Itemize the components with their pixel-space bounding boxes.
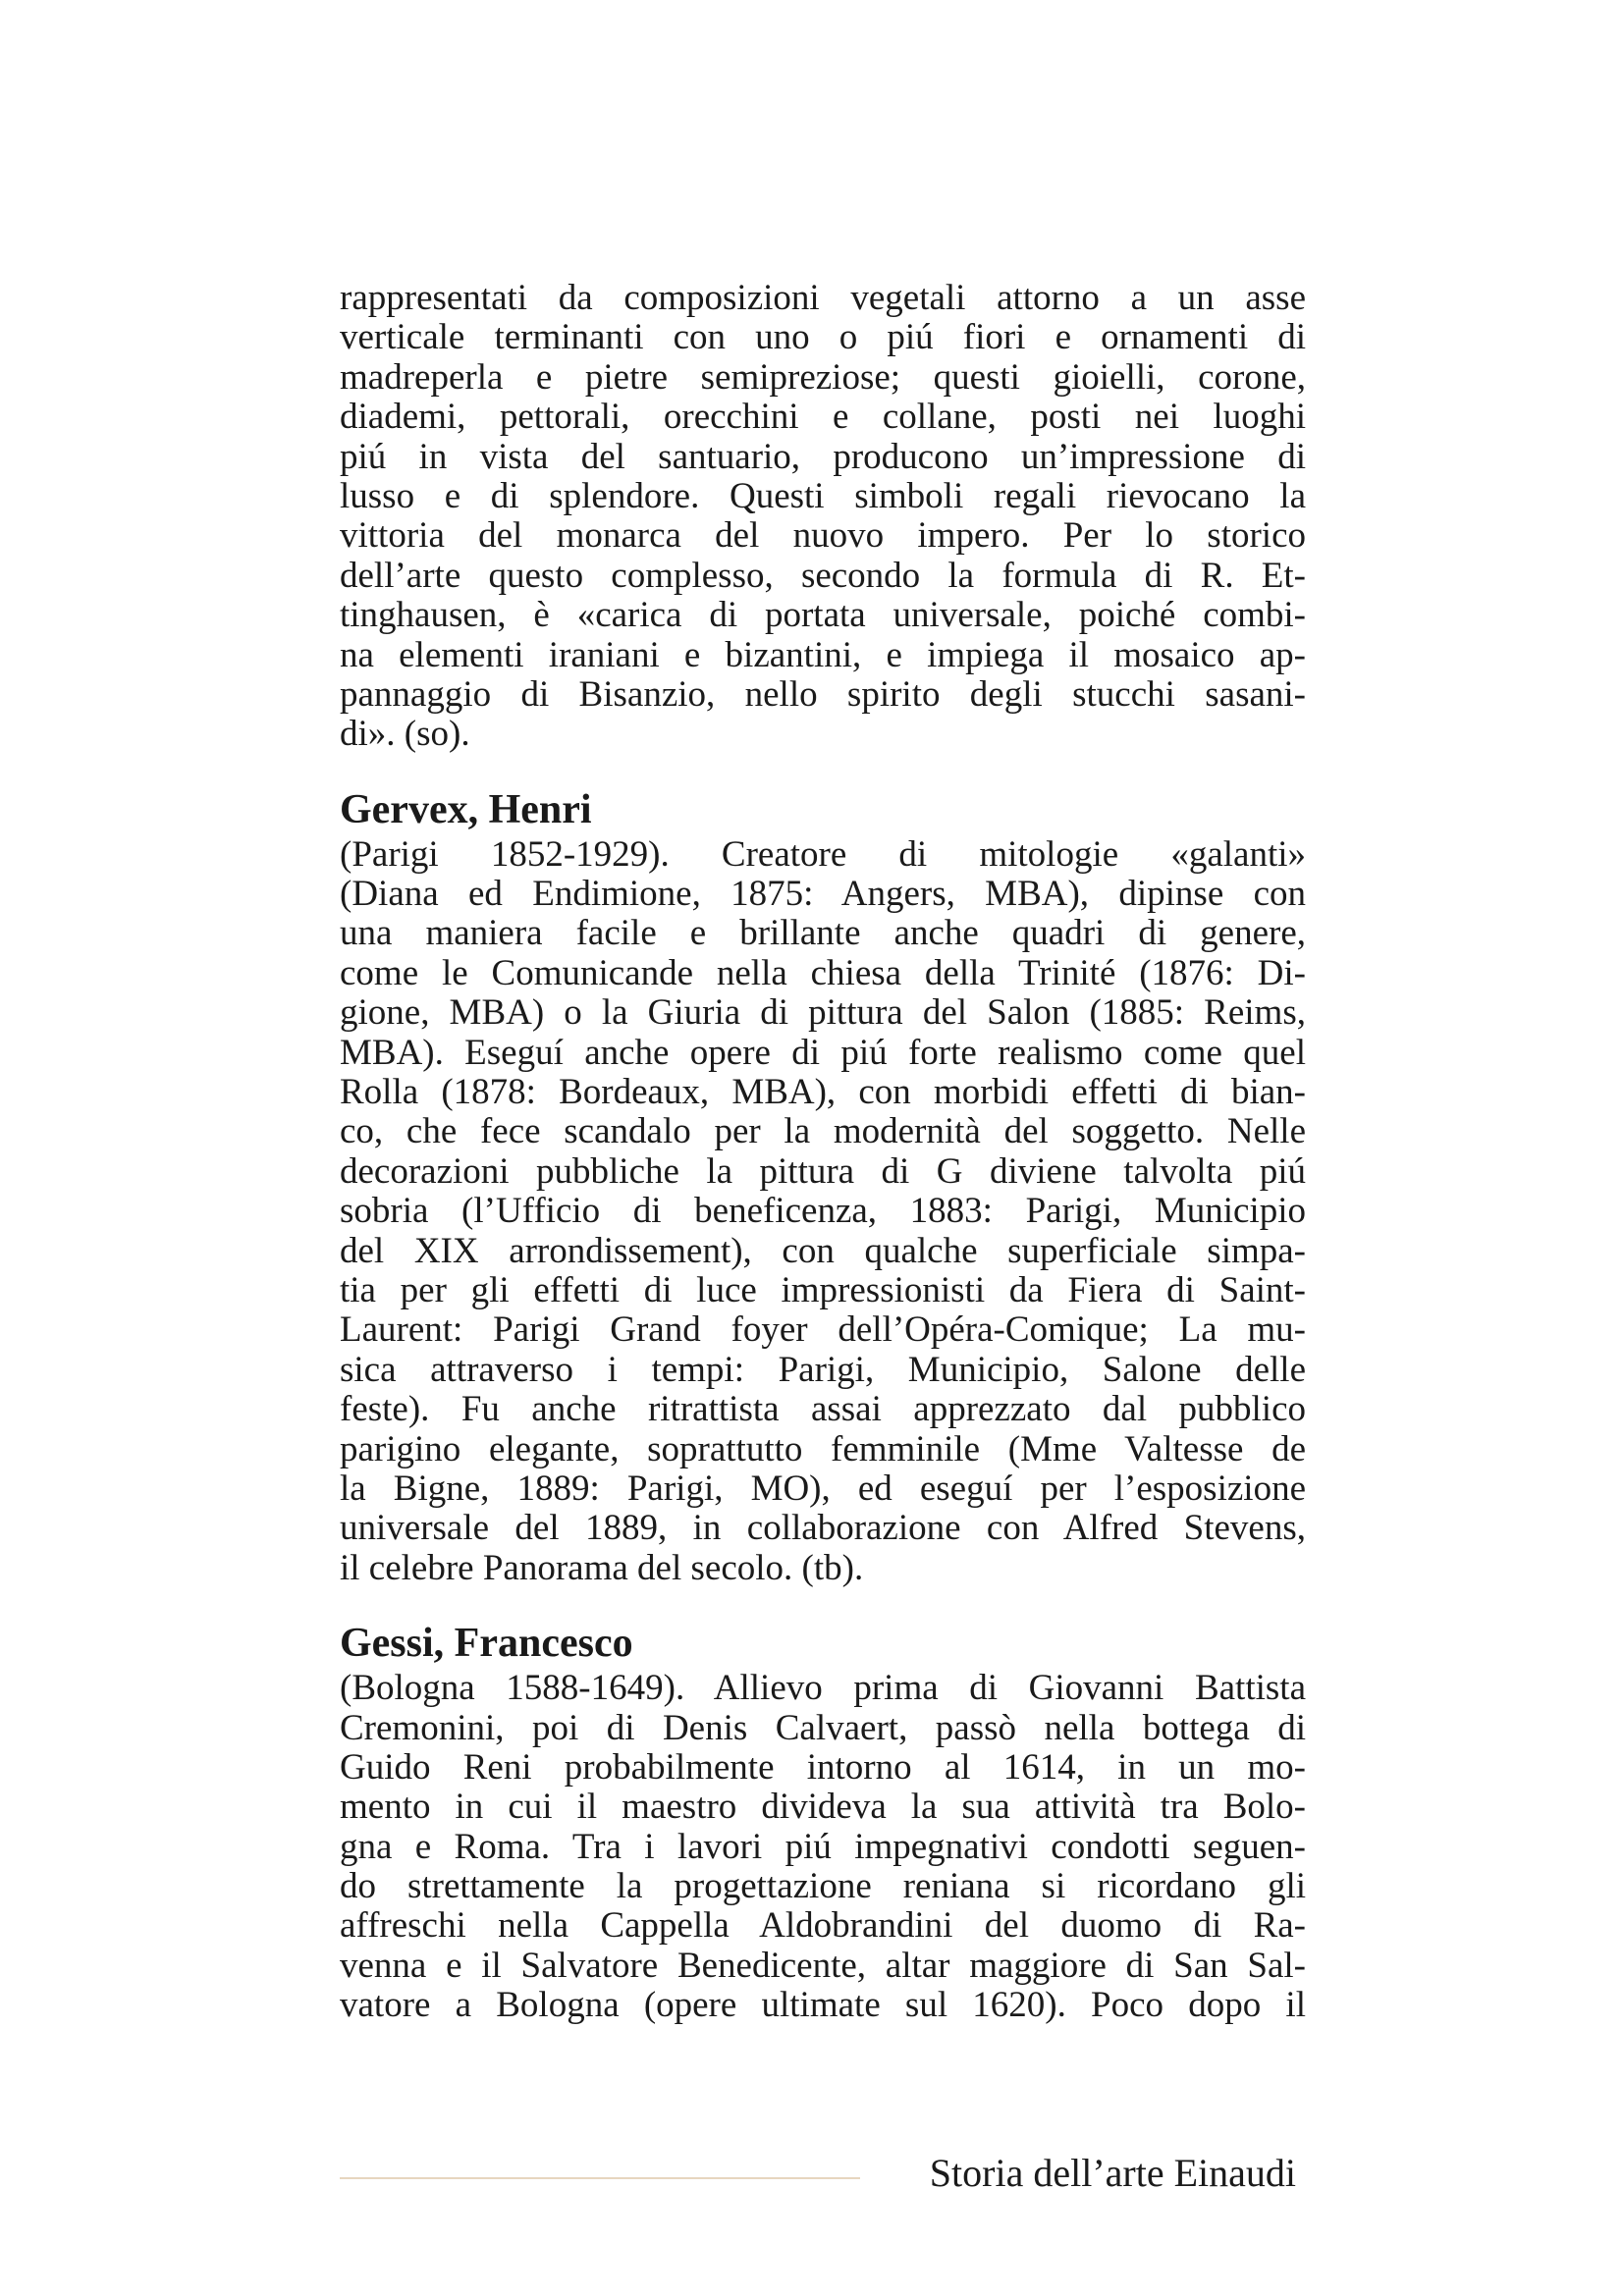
text-line: gione, MBA) o la Giuria di pittura del Salon (1885: Reims, bbox=[340, 992, 1306, 1034]
text-line: verticale terminanti con uno o piú fiori e ornamenti di bbox=[340, 317, 1306, 358]
entry-gervex bbox=[340, 784, 1306, 1588]
text-line: come le Comunicande nella chiesa della Trinité (1876: Di- bbox=[340, 952, 1306, 993]
text-line: il celebre Panorama del secolo. (tb). bbox=[340, 1547, 864, 1588]
text-line: madreperla e pietre semipreziose; questi gioielli, corone, bbox=[340, 356, 1306, 398]
text-line: piú in vista del santuario, producono un’impressione di bbox=[340, 436, 1306, 477]
text-line: Rolla (1878: Bordeaux, MBA), con morbidi effetti di bian- bbox=[340, 1072, 1306, 1113]
text-line: Guido Reni probabilmente intorno al 1614, in un mo- bbox=[340, 1746, 1306, 1788]
text-line: la Bigne, 1889: Parigi, MO), ed eseguí per l’esposizione bbox=[340, 1468, 1306, 1509]
text-line: del XIX arrondissement), con qualche superficiale simpa- bbox=[340, 1230, 1306, 1271]
text-line: di». (so). bbox=[340, 714, 470, 755]
text-column bbox=[340, 279, 1306, 2026]
text-line: (Diana ed Endimione, 1875: Angers, MBA), dipinse con bbox=[340, 874, 1306, 915]
text-line: una maniera facile e brillante anche quadri di genere, bbox=[340, 913, 1306, 954]
text-line: mento in cui il maestro divideva la sua attività tra Bolo- bbox=[340, 1787, 1306, 1828]
text-line: affreschi nella Cappella Aldobrandini del duomo di Ra- bbox=[340, 1905, 1306, 1947]
text-line: rappresentati da composizioni vegetali attorno a un asse bbox=[340, 278, 1306, 318]
text-line: vittoria del monarca del nuovo impero. Per lo storico bbox=[340, 515, 1306, 557]
text-line: diademi, pettorali, orecchini e collane, posti nei luoghi bbox=[340, 397, 1306, 438]
text-line: na elementi iraniani e bizantini, e impiega il mosaico ap- bbox=[340, 634, 1306, 675]
entry-gessi bbox=[340, 1618, 1306, 2026]
text-line: Cremonini, poi di Denis Calvaert, passò nella bottega di bbox=[340, 1707, 1306, 1748]
text-line: venna e il Salvatore Benedicente, altar maggiore di San Sal- bbox=[340, 1945, 1306, 1986]
text-line: dell’arte questo complesso, secondo la formula di R. Et- bbox=[340, 555, 1306, 596]
text-line: parigino elegante, soprattutto femminile (Mme Valtesse de bbox=[340, 1428, 1306, 1469]
text-line: sica attraverso i tempi: Parigi, Municipio, Salone delle bbox=[340, 1349, 1306, 1390]
text-line: vatore a Bologna (opere ultimate sul 1620). Poco dopo il bbox=[340, 1985, 1306, 2026]
text-line: do strettamente la progettazione reniana si ricordano gli bbox=[340, 1866, 1306, 1907]
text-line: MBA). Eseguí anche opere di piú forte realismo come quel bbox=[340, 1032, 1306, 1073]
text-line: sobria (l’Ufficio di beneficenza, 1883: Parigi, Municipio bbox=[340, 1191, 1306, 1232]
text-line: co, che fece scandalo per la modernità del soggetto. Nelle bbox=[340, 1111, 1306, 1152]
text-line: (Bologna 1588-1649). Allievo prima di Giovanni Battista bbox=[340, 1668, 1306, 1709]
text-line: pannaggio di Bisanzio, nello spirito degli stucchi sasani- bbox=[340, 673, 1306, 715]
text-line: decorazioni pubbliche la pittura di G diviene talvolta piú bbox=[340, 1150, 1306, 1192]
intro-paragraph bbox=[340, 279, 1306, 755]
text-line: Laurent: Parigi Grand foyer dell’Opéra-Comique; La mu- bbox=[340, 1309, 1306, 1351]
text-line: universale del 1889, in collaborazione con Alfred Stevens, bbox=[340, 1508, 1306, 1549]
text-line: gna e Roma. Tra i lavori piú impegnativi condotti seguen- bbox=[340, 1826, 1306, 1867]
text-line: (Parigi 1852-1929). Creatore di mitologie «galanti» bbox=[340, 833, 1306, 875]
entry-headword: Gessi, Francesco bbox=[340, 1621, 633, 1667]
footer-title: Storia dell’arte Einaudi bbox=[929, 2151, 1296, 2195]
page-footer bbox=[340, 2144, 1306, 2203]
text-line: tinghausen, è «carica di portata universale, poiché combi- bbox=[340, 595, 1306, 636]
text-line: feste). Fu anche ritrattista assai apprezzato dal pubblico bbox=[340, 1389, 1306, 1430]
text-line: tia per gli effetti di luce impressionisti da Fiera di Saint- bbox=[340, 1269, 1306, 1310]
text-line: lusso e di splendore. Questi simboli regali rievocano la bbox=[340, 475, 1306, 516]
entry-headword: Gervex, Henri bbox=[340, 786, 592, 832]
footer-divider bbox=[340, 2177, 860, 2179]
